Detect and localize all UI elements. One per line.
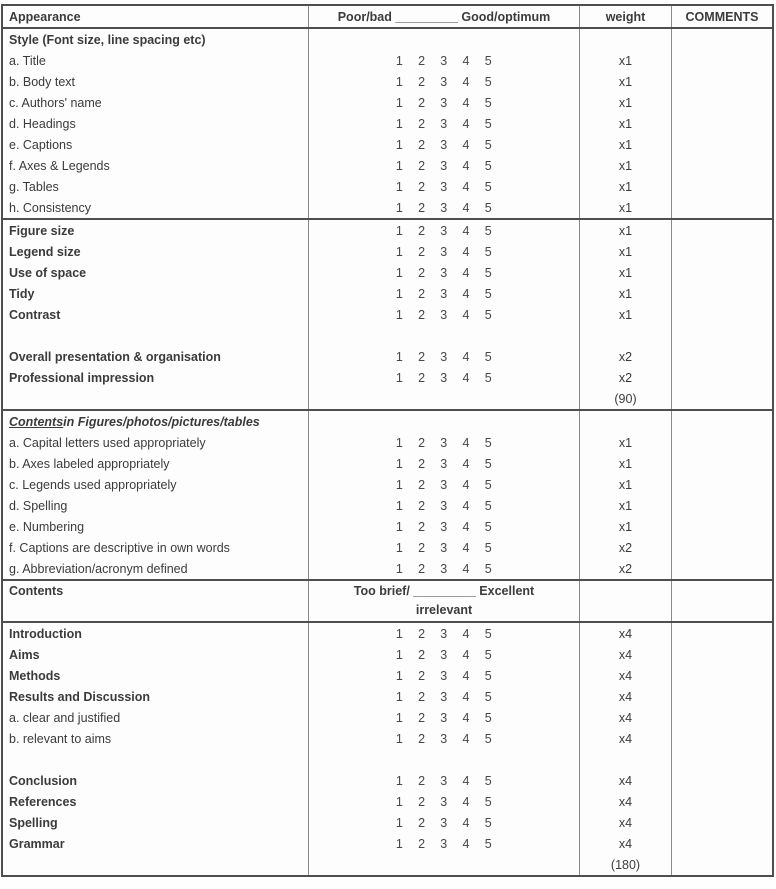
- row-label: Spelling: [9, 815, 58, 830]
- rating-scale[interactable]: 1 2 3 4 5: [308, 241, 579, 262]
- comments-cell[interactable]: [671, 325, 772, 346]
- table-row: [3, 579, 772, 621]
- comments-cell[interactable]: [671, 241, 772, 262]
- column-header-weight: weight: [579, 6, 671, 27]
- table-row: [3, 197, 772, 218]
- comments-cell[interactable]: [671, 367, 772, 388]
- row-label: Professional impression: [9, 370, 155, 385]
- weight-value: x1: [579, 495, 671, 516]
- table-row: [3, 812, 772, 833]
- rating-scale[interactable]: 1 2 3 4 5: [308, 367, 579, 388]
- table-row: [3, 176, 772, 197]
- table-body: [3, 29, 772, 875]
- table-row: [3, 50, 772, 71]
- row-label: d. Spelling: [9, 498, 68, 513]
- comments-cell[interactable]: [671, 411, 772, 432]
- row-label: f. Axes & Legends: [9, 158, 110, 173]
- rating-scale[interactable]: 1 2 3 4 5: [308, 432, 579, 453]
- comments-cell[interactable]: [671, 749, 772, 770]
- column-header-appearance: Appearance: [9, 9, 81, 24]
- weight-value: x1: [579, 155, 671, 176]
- table-row: [3, 791, 772, 812]
- weight-value: [579, 581, 671, 621]
- weight-value: x1: [579, 453, 671, 474]
- rating-scale[interactable]: 1 2 3 4 5: [308, 453, 579, 474]
- underlined-word: Contents: [9, 414, 64, 429]
- weight-value: x1: [579, 432, 671, 453]
- rating-scale[interactable]: 1 2 3 4 5: [308, 176, 579, 197]
- comments-cell[interactable]: [671, 644, 772, 665]
- table-row: [3, 495, 772, 516]
- rating-scale[interactable]: 1 2 3 4 5: [308, 728, 579, 749]
- row-label: b. Body text: [9, 74, 76, 89]
- row-label: b. relevant to aims: [9, 731, 112, 746]
- table-header-row: [3, 6, 772, 29]
- rating-scale[interactable]: 1 2 3 4 5: [308, 537, 579, 558]
- row-label: Style (Font size, line spacing etc): [9, 32, 206, 47]
- row-label: [3, 854, 308, 875]
- rating-scale[interactable]: 1 2 3 4 5: [308, 50, 579, 71]
- row-label: a. Capital letters used appropriately: [9, 435, 206, 450]
- weight-value: x4: [579, 623, 671, 644]
- row-label: Overall presentation & organisation: [9, 349, 221, 364]
- weight-value: x1: [579, 474, 671, 495]
- table-row: [3, 113, 772, 134]
- row-label: Methods: [9, 668, 61, 683]
- rating-scale[interactable]: 1 2 3 4 5: [308, 262, 579, 283]
- comments-cell[interactable]: [671, 113, 772, 134]
- table-row: [3, 474, 772, 495]
- comments-cell[interactable]: [671, 71, 772, 92]
- weight-value: x1: [579, 197, 671, 218]
- rating-scale[interactable]: 1 2 3 4 5: [308, 812, 579, 833]
- row-label: Contents: [9, 584, 64, 598]
- row-label: a. clear and justified: [9, 710, 121, 725]
- weight-value: x4: [579, 707, 671, 728]
- table-row: [3, 644, 772, 665]
- comments-cell[interactable]: [671, 812, 772, 833]
- rating-scale[interactable]: 1 2 3 4 5: [308, 495, 579, 516]
- table-row: [3, 346, 772, 367]
- comments-cell[interactable]: [671, 50, 772, 71]
- weight-value: (90): [579, 388, 671, 409]
- weight-value: x1: [579, 241, 671, 262]
- rating-scale[interactable]: 1 2 3 4 5: [308, 644, 579, 665]
- comments-cell[interactable]: [671, 262, 772, 283]
- comments-cell[interactable]: [671, 346, 772, 367]
- row-label: Figure size: [9, 223, 75, 238]
- row-label: e. Numbering: [9, 519, 85, 534]
- table-row: [3, 432, 772, 453]
- row-label: d. Headings: [9, 116, 76, 131]
- row-label: b. Axes labeled appropriately: [9, 456, 170, 471]
- rating-scale[interactable]: 1 2 3 4 5: [308, 791, 579, 812]
- weight-value: x4: [579, 833, 671, 854]
- rating-scale[interactable]: 1 2 3 4 5: [308, 220, 579, 241]
- weight-value: x4: [579, 791, 671, 812]
- rating-scale[interactable]: 1 2 3 4 5: [308, 474, 579, 495]
- rating-scale: [308, 388, 579, 409]
- comments-cell[interactable]: [671, 388, 772, 409]
- weight-value: x1: [579, 304, 671, 325]
- row-label: Conclusion: [9, 773, 78, 788]
- rating-scale: Too brief/ _________ Excellent irrelevant: [308, 581, 579, 621]
- table-row: [3, 325, 772, 346]
- weight-value: x4: [579, 770, 671, 791]
- table-row: [3, 29, 772, 50]
- table-row: [3, 833, 772, 854]
- comments-cell[interactable]: [671, 854, 772, 875]
- table-row: [3, 665, 772, 686]
- weight-value: x1: [579, 92, 671, 113]
- comments-cell[interactable]: [671, 29, 772, 50]
- weight-value: x1: [579, 71, 671, 92]
- table-row: [3, 854, 772, 875]
- weight-value: x1: [579, 134, 671, 155]
- rating-scale[interactable]: 1 2 3 4 5: [308, 558, 579, 579]
- table-row: [3, 92, 772, 113]
- row-label: [3, 388, 308, 409]
- comments-cell[interactable]: [671, 728, 772, 749]
- rating-scale[interactable]: 1 2 3 4 5: [308, 346, 579, 367]
- comments-cell[interactable]: [671, 495, 772, 516]
- comments-cell[interactable]: [671, 623, 772, 644]
- table-row: [3, 388, 772, 409]
- rating-scale: [308, 29, 579, 50]
- table-row: [3, 71, 772, 92]
- weight-value: x4: [579, 665, 671, 686]
- comments-cell[interactable]: [671, 474, 772, 495]
- row-label: Tidy: [9, 286, 35, 301]
- rating-scale[interactable]: 1 2 3 4 5: [308, 686, 579, 707]
- rating-scale[interactable]: 1 2 3 4 5: [308, 623, 579, 644]
- comments-cell[interactable]: [671, 283, 772, 304]
- rating-scale[interactable]: 1 2 3 4 5: [308, 134, 579, 155]
- row-label: Aims: [9, 647, 40, 662]
- rating-scale: [308, 854, 579, 875]
- weight-value: x4: [579, 644, 671, 665]
- rating-scale: [308, 411, 579, 432]
- table-row: [3, 558, 772, 579]
- comments-cell[interactable]: [671, 197, 772, 218]
- comments-cell[interactable]: [671, 176, 772, 197]
- rating-scale[interactable]: 1 2 3 4 5: [308, 770, 579, 791]
- rating-scale[interactable]: 1 2 3 4 5: [308, 707, 579, 728]
- table-row: [3, 770, 772, 791]
- comments-cell[interactable]: [671, 665, 772, 686]
- row-label: a. Title: [9, 53, 46, 68]
- comments-cell[interactable]: [671, 558, 772, 579]
- table-row: [3, 262, 772, 283]
- table-row: [3, 516, 772, 537]
- table-row: [3, 367, 772, 388]
- rating-scale[interactable]: 1 2 3 4 5: [308, 71, 579, 92]
- table-row: [3, 409, 772, 432]
- row-label: e. Captions: [9, 137, 73, 152]
- table-row: [3, 134, 772, 155]
- table-row: [3, 728, 772, 749]
- table-row: [3, 621, 772, 644]
- comments-cell[interactable]: [671, 516, 772, 537]
- marking-rubric-table: [1, 4, 774, 877]
- comments-cell[interactable]: [671, 581, 772, 621]
- weight-value: x4: [579, 812, 671, 833]
- table-row: [3, 155, 772, 176]
- weight-value: x2: [579, 346, 671, 367]
- table-row: [3, 537, 772, 558]
- row-label: Legend size: [9, 244, 81, 259]
- rating-scale[interactable]: 1 2 3 4 5: [308, 283, 579, 304]
- rating-scale[interactable]: 1 2 3 4 5: [308, 304, 579, 325]
- row-label: f. Captions are descriptive in own words: [9, 540, 230, 555]
- rating-scale[interactable]: 1 2 3 4 5: [308, 833, 579, 854]
- row-label: [3, 325, 308, 346]
- comments-cell[interactable]: [671, 537, 772, 558]
- weight-value: x2: [579, 558, 671, 579]
- weight-value: x1: [579, 176, 671, 197]
- comments-cell[interactable]: [671, 155, 772, 176]
- rating-scale[interactable]: 1 2 3 4 5: [308, 516, 579, 537]
- weight-value: x4: [579, 686, 671, 707]
- row-label: Use of space: [9, 265, 87, 280]
- weight-value: [579, 325, 671, 346]
- weight-value: x1: [579, 262, 671, 283]
- weight-value: [579, 29, 671, 50]
- row-label: c. Authors' name: [9, 95, 102, 110]
- table-row: [3, 749, 772, 770]
- row-label: Contents in Figures/photos/pictures/tables: [9, 414, 260, 429]
- comments-cell[interactable]: [671, 304, 772, 325]
- table-row: [3, 283, 772, 304]
- weight-value: x4: [579, 728, 671, 749]
- weight-value: x2: [579, 537, 671, 558]
- rating-scale[interactable]: 1 2 3 4 5: [308, 155, 579, 176]
- comments-cell[interactable]: [671, 791, 772, 812]
- row-label: c. Legends used appropriately: [9, 477, 177, 492]
- weight-value: x1: [579, 283, 671, 304]
- row-label: g. Tables: [9, 179, 59, 194]
- weight-value: [579, 411, 671, 432]
- column-header-comments: COMMENTS: [671, 6, 772, 27]
- row-label: Contrast: [9, 307, 61, 322]
- table-row: [3, 241, 772, 262]
- rating-scale: [308, 325, 579, 346]
- weight-value: x1: [579, 220, 671, 241]
- comments-cell[interactable]: [671, 134, 772, 155]
- comments-cell[interactable]: [671, 453, 772, 474]
- row-label: [3, 749, 308, 770]
- rating-scale[interactable]: 1 2 3 4 5: [308, 92, 579, 113]
- comments-cell[interactable]: [671, 833, 772, 854]
- comments-cell[interactable]: [671, 220, 772, 241]
- table-row: [3, 218, 772, 241]
- table-row: [3, 686, 772, 707]
- table-row: [3, 453, 772, 474]
- comments-cell[interactable]: [671, 707, 772, 728]
- rating-scale: [308, 749, 579, 770]
- column-header-scale: Poor/bad _________ Good/optimum: [308, 6, 579, 27]
- row-label: Results and Discussion: [9, 689, 151, 704]
- weight-value: x2: [579, 367, 671, 388]
- table-row: [3, 304, 772, 325]
- comments-cell[interactable]: [671, 686, 772, 707]
- row-label: Grammar: [9, 836, 65, 851]
- weight-value: x1: [579, 50, 671, 71]
- weight-value: x1: [579, 113, 671, 134]
- rating-scale[interactable]: 1 2 3 4 5: [308, 665, 579, 686]
- weight-value: [579, 749, 671, 770]
- comments-cell[interactable]: [671, 770, 772, 791]
- comments-cell[interactable]: [671, 92, 772, 113]
- comments-cell[interactable]: [671, 432, 772, 453]
- rating-scale[interactable]: 1 2 3 4 5: [308, 197, 579, 218]
- row-label: h. Consistency: [9, 200, 91, 215]
- row-label: References: [9, 794, 77, 809]
- weight-value: (180): [579, 854, 671, 875]
- row-label: g. Abbreviation/acronym defined: [9, 561, 188, 576]
- weight-value: x1: [579, 516, 671, 537]
- rating-scale[interactable]: 1 2 3 4 5: [308, 113, 579, 134]
- row-label: Introduction: [9, 626, 82, 641]
- table-row: [3, 707, 772, 728]
